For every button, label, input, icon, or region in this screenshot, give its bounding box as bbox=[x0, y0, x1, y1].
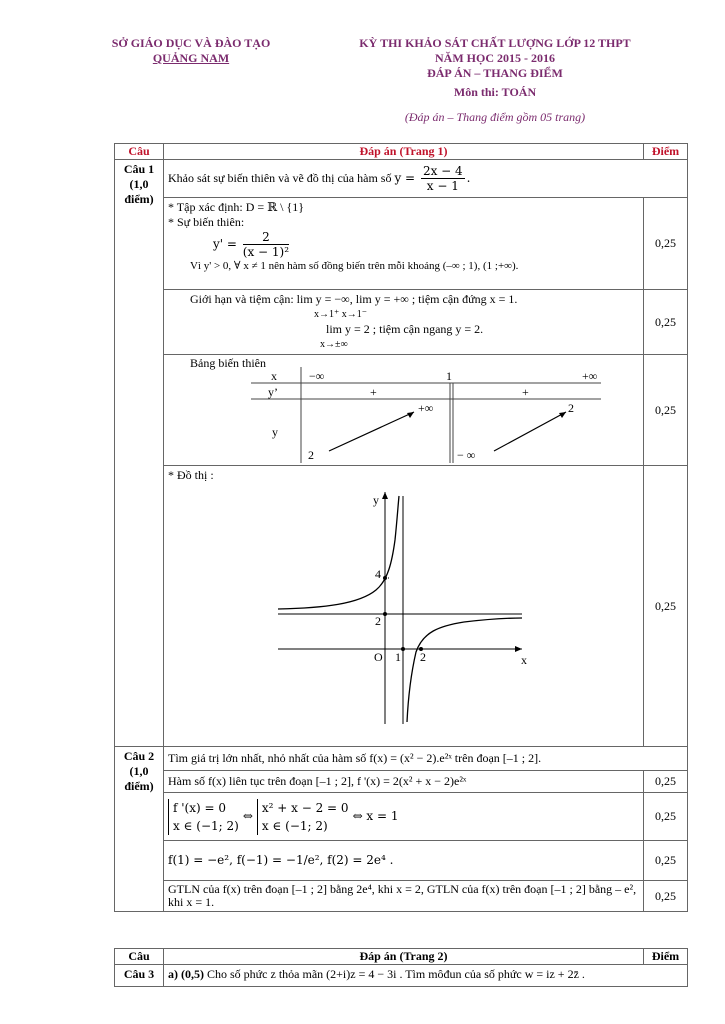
q2-values: f(1) = −e², f(−1) = −1/e², f(2) = 2e⁴ . bbox=[164, 841, 644, 881]
bbt-yprime-left: + bbox=[370, 385, 377, 399]
q2-solution: ⇔ x = 1 bbox=[352, 809, 399, 823]
province-name: QUẢNG NAM bbox=[152, 51, 230, 65]
q3-part-label: a) (0,5) bbox=[168, 967, 204, 981]
q2-prompt: Tìm giá trị lớn nhất, nhỏ nhất của hàm số f(x) = (x² − 2).e²ˣ trên đoạn [–1 ; 2]. bbox=[164, 747, 688, 771]
q1-limit-vertical: Giới hạn và tiệm cận: lim y = −∞, lim y = +∞ ; tiệm cận đứng x = 1. bbox=[190, 292, 518, 306]
q1-variation-label: * Sự biến thiên: bbox=[168, 215, 245, 229]
graph-tick-y2: 2 bbox=[375, 614, 381, 628]
q1-deriv-num: 2 bbox=[243, 230, 289, 245]
question-3-label: Câu 3 bbox=[115, 965, 164, 987]
q3-prompt-text: Cho số phức z thỏa mãn (2+i)z = 4 − 3i . Tìm môđun của số phức w = iz + 2z̄ . bbox=[204, 967, 585, 981]
q1-score-4: 0,25 bbox=[644, 466, 688, 747]
page-count-note: (Đáp án – Thang điểm gồm 05 trang) bbox=[404, 110, 586, 124]
q1-deriv-frac bbox=[243, 230, 289, 259]
graph-svg bbox=[164, 466, 644, 746]
col-header-dapan: Đáp án (Trang 1) bbox=[164, 144, 644, 160]
q1-limit-horizontal-sub: x→±∞ bbox=[320, 339, 348, 350]
q2-critical-points bbox=[164, 793, 644, 841]
graph-axis-x-label: x bbox=[521, 653, 527, 667]
q1-monotonic: Vì y' > 0, ∀ x ≠ 1 nên hàm số đồng biến trên mỗi khoảng (–∞ ; 1), (1 ;+∞). bbox=[190, 260, 519, 272]
bbt-y-left-end: +∞ bbox=[418, 401, 434, 415]
q1-score-3: 0,25 bbox=[644, 355, 688, 466]
bbt-y-right-end: 2 bbox=[568, 401, 574, 415]
q1-score-1: 0,25 bbox=[644, 198, 688, 290]
q2-score-1: 0,25 bbox=[644, 771, 688, 793]
q1-prompt bbox=[164, 160, 688, 198]
q1-func-den: x − 1 bbox=[426, 179, 459, 193]
graph-tick-x1: 1 bbox=[395, 650, 401, 664]
school-year: NĂM HỌC 2015 - 2016 bbox=[435, 51, 555, 65]
answer-key-title: ĐÁP ÁN – THANG ĐIỂM bbox=[427, 66, 563, 80]
q2-system-a1: f '(x) = 0 bbox=[173, 800, 227, 815]
q2-system-b bbox=[257, 799, 349, 835]
bbt-x-pos-inf: +∞ bbox=[582, 369, 598, 383]
bbt-yprime-right: + bbox=[522, 385, 529, 399]
q1-limit-horizontal: lim y = 2 ; tiệm cận ngang y = 2. bbox=[326, 322, 484, 336]
q1-prompt-text: Khảo sát sự biến thiên và vẽ đồ thị của hàm số bbox=[168, 171, 392, 185]
header-right bbox=[335, 36, 655, 125]
q2-score-3: 0,25 bbox=[644, 841, 688, 881]
q1-func-lhs: y = bbox=[394, 171, 416, 185]
q1-func-num: 2x − 4 bbox=[422, 164, 463, 178]
q1-limit-vertical-sub: x→1⁺ x→1⁻ bbox=[314, 309, 368, 320]
bbt-x-label: x bbox=[271, 369, 277, 383]
dept-name: SỞ GIÁO DỤC VÀ ĐÀO TẠO bbox=[111, 36, 271, 50]
t2-col-header-cau: Câu bbox=[115, 949, 164, 965]
bbt-y-label: y bbox=[272, 425, 278, 439]
graph-tick-y4: 4 bbox=[375, 567, 381, 581]
col-header-diem: Điểm bbox=[644, 144, 688, 160]
q3-prompt bbox=[164, 965, 688, 987]
exam-title: KỲ THI KHẢO SÁT CHẤT LƯỢNG LỚP 12 THPT bbox=[359, 36, 631, 50]
q1-title: Câu 1 bbox=[123, 162, 155, 176]
q2-conclusion: GTLN của f(x) trên đoạn [–1 ; 2] bằng 2e⁴, khi x = 2, GTLN của f(x) trên đoạn [–1 ; 2] bằng – e², khi x = 1. bbox=[164, 881, 644, 912]
question-1-label bbox=[115, 160, 164, 747]
t2-col-header-dapan: Đáp án (Trang 2) bbox=[164, 949, 644, 965]
q1-domain: * Tập xác định: D = ℝ \ {1} bbox=[168, 200, 305, 214]
q1-score-2: 0,25 bbox=[644, 290, 688, 355]
question-2-label bbox=[115, 747, 164, 912]
q1-graph bbox=[164, 466, 644, 747]
q2-system-b2: x ∈ (−1; 2) bbox=[261, 818, 328, 833]
graph-origin-label: O bbox=[374, 650, 383, 664]
q1-points: (1,0 điểm) bbox=[124, 177, 154, 206]
q1-limits bbox=[164, 290, 644, 355]
bbt-x-one: 1 bbox=[446, 369, 452, 383]
subject: Môn thi: TOÁN bbox=[453, 85, 537, 99]
q2-system-b1: x² + x − 2 = 0 bbox=[261, 800, 349, 815]
q1-domain-derivative bbox=[164, 198, 644, 290]
q1-deriv-lhs: y' = bbox=[213, 237, 237, 251]
q1-graph-label: * Đồ thị : bbox=[168, 468, 214, 482]
answer-table-page1 bbox=[114, 143, 688, 912]
q2-score-4: 0,25 bbox=[644, 881, 688, 912]
q2-system-a bbox=[168, 799, 239, 835]
q1-bbt-label: Bảng biến thiên bbox=[190, 356, 266, 370]
bbt-y-left-start: 2 bbox=[308, 448, 314, 462]
q2-system-a2: x ∈ (−1; 2) bbox=[173, 818, 239, 833]
q1-variation-table bbox=[164, 355, 644, 466]
col-header-cau: Câu bbox=[115, 144, 164, 160]
graph-tick-x2: 2 bbox=[420, 650, 426, 664]
q1-deriv-den: (x − 1)² bbox=[242, 245, 290, 259]
q1-derivative bbox=[213, 230, 639, 259]
q2-title: Câu 2 bbox=[123, 749, 155, 763]
bbt-x-neg-inf: −∞ bbox=[309, 369, 325, 383]
q2-derivative: Hàm số f(x) liên tục trên đoạn [–1 ; 2], f '(x) = 2(x² + x − 2)e²ˣ bbox=[164, 771, 644, 793]
q1-function: y = $\frac{2x - 4}{x - 1}$ . bbox=[394, 164, 471, 193]
answer-table-page2 bbox=[114, 948, 688, 987]
q2-points: (1,0 điểm) bbox=[124, 764, 154, 793]
t2-col-header-diem: Điểm bbox=[644, 949, 688, 965]
graph-axis-y-label: y bbox=[373, 493, 379, 507]
q1-func-frac bbox=[421, 164, 465, 193]
q2-equiv: ⇔ bbox=[242, 809, 253, 823]
bbt-y-right-start: − ∞ bbox=[457, 448, 476, 462]
header-left bbox=[96, 36, 286, 66]
q2-score-2: 0,25 bbox=[644, 793, 688, 841]
bbt-yprime-label: y’ bbox=[268, 385, 278, 399]
